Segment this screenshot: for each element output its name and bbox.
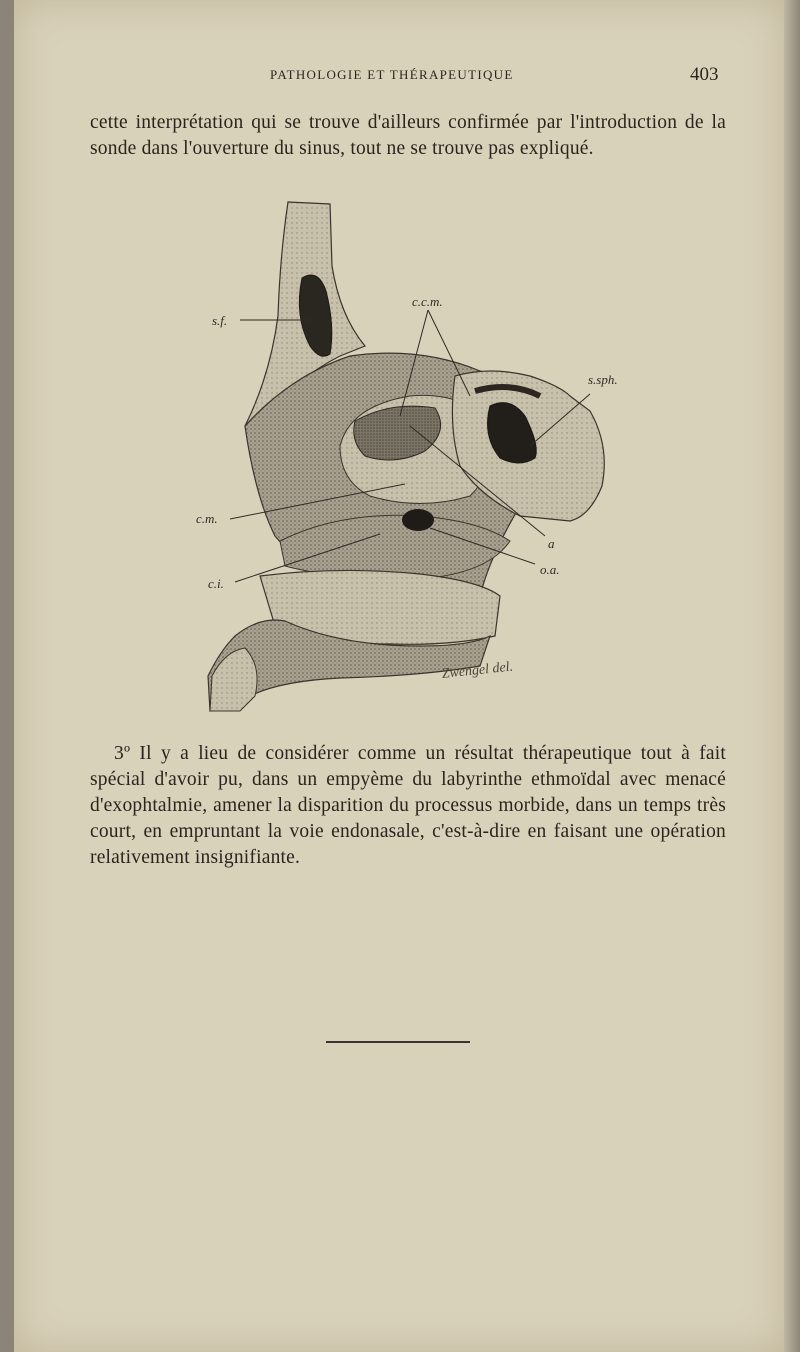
paragraph-1: cette interprétation qui se trouve d'ailleurs confirmée par l'introduction de la sonde dans l'ouverture du sinus, tout ne se trouve pas expliqué. [90,112,726,159]
paragraph-2: 3º Il y a lieu de considérer comme un résultat thérapeutique tout à fait spécial d'avoir pu, dans un empyème du labyrinthe ethmoïdal avec menacé d'exophtalmie, amener la disparition du processus morbide, dans un temps très court, en empruntant la voie endonasale, c'est-à-dire en faisant une opération relativement insignifiante. [90,743,726,868]
ostium [402,509,434,531]
anatomical-figure [190,196,620,716]
page-number: 403 [690,64,719,85]
label-ccm: c.c.m. [412,294,443,309]
artist-signature: Zwengel del. [441,659,514,682]
label-oa: o.a. [540,562,560,577]
incisor-tooth [210,648,257,711]
section-end-rule [326,1041,470,1043]
label-ci: c.i. [208,576,224,591]
label-cm: c.m. [196,511,218,526]
running-title: PATHOLOGIE ET THÉRAPEUTIQUE [270,67,514,82]
nasal-cavity-illustration [190,196,620,716]
label-a: a [548,536,555,551]
label-ssph: s.sph. [588,372,618,387]
label-sf: s.f. [212,313,228,328]
page-header [0,64,800,88]
page-edge [784,0,800,1352]
